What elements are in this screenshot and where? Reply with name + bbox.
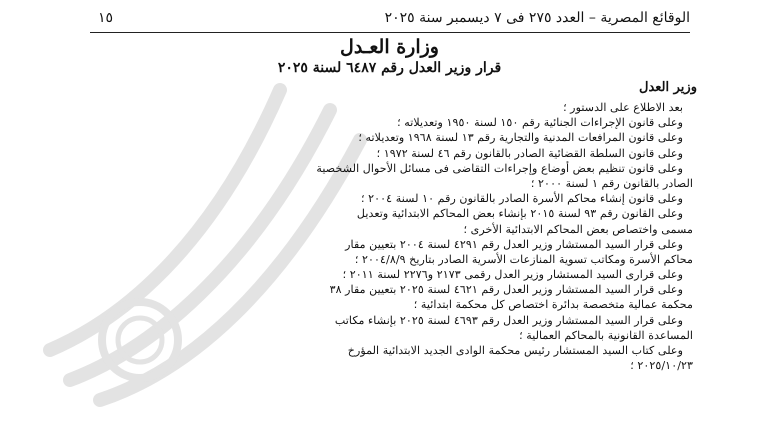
page-number: ١٥ [98,10,114,26]
preamble-line: وعلى القانون رقم ٩٣ لسنة ٢٠١٥ بإنشاء بعض المحاكم الابتدائية وتعديل [356,207,683,221]
preamble-line: وعلى قرار السيد المستشار وزير العدل رقم ٤٦٢١ لسنة ٢٠٢٥ بتعيين مقار ٣٨ [329,283,683,297]
decree-preamble [88,100,693,373]
preamble-line: وعلى قرارى السيد المستشار وزير العدل رقمى ٢١٧٣ و٢٢٧٦ لسنة ٢٠١١ ؛ [342,268,683,282]
preamble-line: مسمى واختصاص بعض المحاكم الابتدائية الأخرى ؛ [463,222,693,236]
preamble-line: بعد الاطلاع على الدستور ؛ [563,101,683,114]
ministry-title: وزارة العـدل [340,36,439,58]
preamble-line: ٢٠٢٥/١٠/٢٣ ؛ [630,359,693,373]
preamble-line: وعلى قانون المرافعات المدنية والتجارية رقم ١٣ لسنة ١٩٦٨ وتعديلاته ؛ [358,131,683,145]
decree-title: قرار وزير العدل رقم ٦٤٨٧ لسنة ٢٠٢٥ [277,60,502,76]
preamble-line: وعلى قرار السيد المستشار وزير العدل رقم ٤٢٩١ لسنة ٢٠٠٤ بتعيين مقار [345,237,683,251]
gazette-header [90,10,690,33]
preamble-line: وعلى قانون السلطة القضائية الصادر بالقانون رقم ٤٦ لسنة ١٩٧٢ ؛ [376,146,683,160]
preamble-line: وعلى قانون إنشاء محاكم الأسرة الصادر بالقانون رقم ١٠ لسنة ٢٠٠٤ ؛ [361,192,683,206]
header-title: الوقائع المصرية – العدد ٢٧٥ فى ٧ ديسمبر سنة ٢٠٢٥ [384,10,690,26]
preamble-line: وعلى قانون الإجراءات الجنائية رقم ١٥٠ لسنة ١٩٥٠ وتعديلاته ؛ [397,116,683,130]
preamble-line: محاكم الأسرة ومكاتب تسوية المنازعات الأسرية الصادر بتاريخ ٢٠٠٤/٨/٩ ؛ [354,252,693,266]
minister-heading: وزير العدل [639,80,697,95]
preamble-line: محكمة عمالية متخصصة بدائرة اختصاص كل محكمة ابتدائية ؛ [413,298,693,312]
preamble-line: الصادر بالقانون رقم ١ لسنة ٢٠٠٠ ؛ [530,176,693,190]
preamble-line: وعلى قرار السيد المستشار وزير العدل رقم ٤٦٩٣ لسنة ٢٠٢٥ بإنشاء مكاتب [334,313,683,327]
preamble-line: وعلى قانون تنظيم بعض أوضاع وإجراءات التقاضى فى مسائل الأحوال الشخصية [316,161,683,175]
preamble-line: وعلى كتاب السيد المستشار رئيس محكمة الوادى الجديد الابتدائية المؤرخ [347,344,683,357]
preamble-line: المساعدة القانونية بالمحاكم العمالية ؛ [519,328,693,342]
